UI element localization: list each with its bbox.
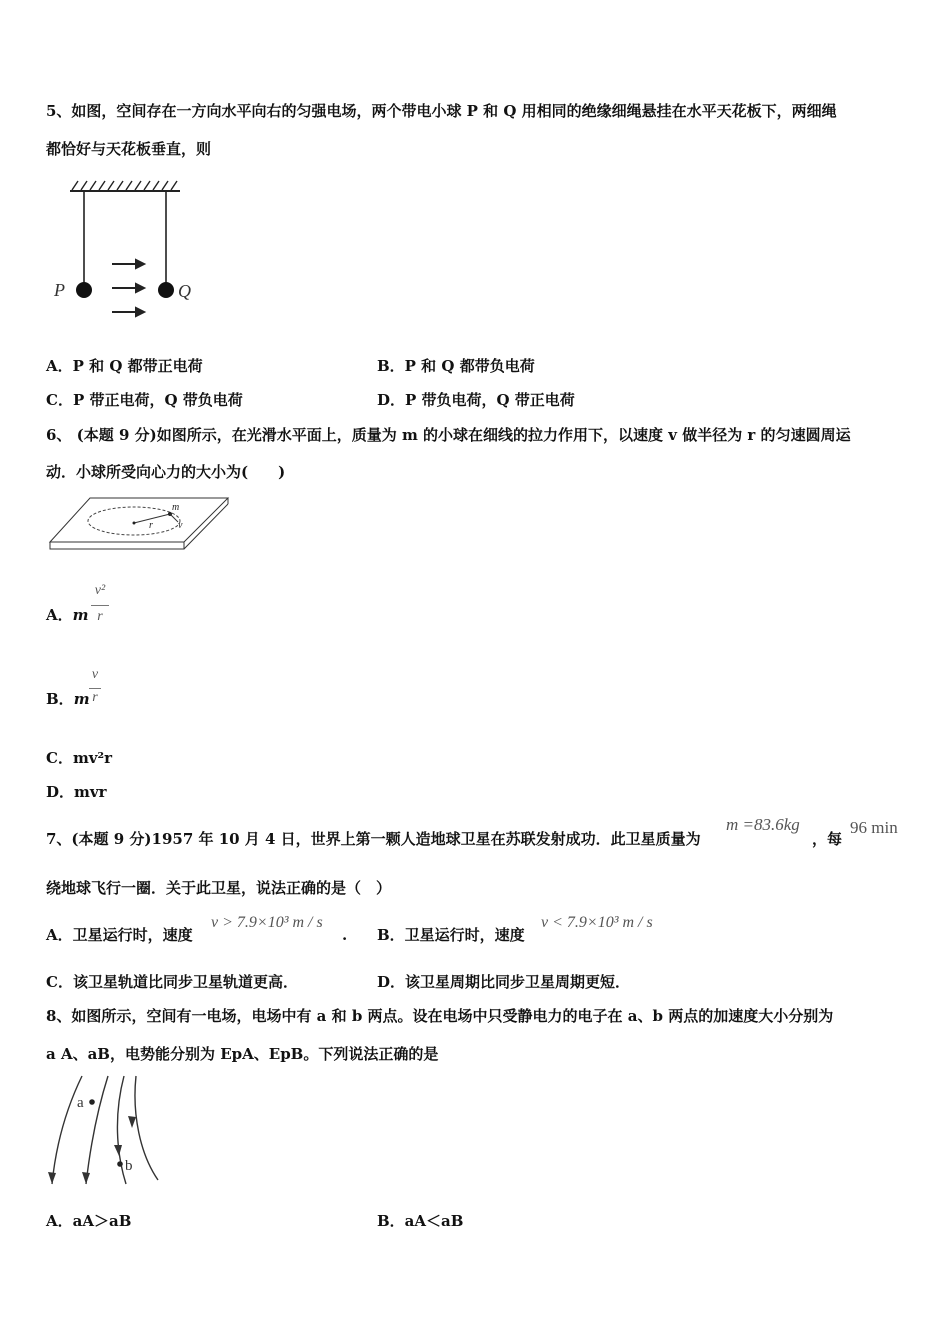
q6-option-c[interactable]: C．mv²r [46, 749, 112, 767]
q6-figure-circular-motion [46, 494, 231, 554]
q6-option-a-prefix: A． [46, 606, 73, 624]
q6-option-a-denominator: r [97, 609, 103, 624]
q5-figure-charged-balls [50, 178, 210, 328]
q7-stem-line2: 绕地球飞行一圈．关于此卫星，说法正确的是（ ） [46, 879, 392, 897]
q5-option-c[interactable]: C．P 带正电荷，Q 带负电荷 [46, 391, 243, 409]
q6-fig-label-m: m [172, 502, 180, 513]
q7-period-formula: 96 min [850, 818, 898, 837]
q5-fig-label-p: P [54, 280, 65, 300]
q8-fig-label-b: b [125, 1158, 133, 1174]
q6-option-b-numerator: v [91, 667, 99, 682]
q7-option-a-prefix: A．卫星运行时，速度 [46, 926, 193, 944]
q5-fig-label-q: Q [178, 281, 191, 301]
q5-option-b[interactable]: B．P 和 Q 都带负电荷 [377, 357, 535, 375]
q6-option-b-fraction-bar [89, 688, 101, 689]
q8-stem-line2: a A、aB，电势能分别为 EpA、EpB。下列说法正确的是 [46, 1045, 439, 1063]
q7-comma-each: ，每 [812, 830, 843, 848]
q8-option-b[interactable]: B．aA＜aB [377, 1212, 464, 1230]
q6-option-a-fraction-bar [91, 605, 109, 606]
q7-mass-formula: m =83.6kg [726, 815, 800, 834]
q7-option-b-prefix: B．卫星运行时，速度 [377, 926, 525, 944]
q5-stem-line1: 5、如图，空间存在一方向水平向右的匀强电场，两个带电小球 P 和 Q 用相同的绝缘细绳悬挂在水平天花板下，两细绳 [46, 102, 837, 120]
q7-stem-line1: 7、(本题 9 分)1957 年 10 月 4 日，世界上第一颗人造地球卫星在苏联发射成功．此卫星质量为 [46, 830, 701, 848]
q6-fig-label-r: r [149, 520, 153, 531]
q6-option-d[interactable]: D．mvr [46, 783, 107, 801]
q6-option-a-numerator: v² [94, 583, 106, 598]
q6-option-b-denominator: r [92, 690, 98, 705]
q8-figure-field-lines [44, 1074, 164, 1189]
q7-option-b-formula: v < 7.9×10³ m / s [541, 914, 653, 931]
q6-fig-label-v: v [178, 520, 183, 531]
q8-option-a[interactable]: A．aA＞aB [46, 1212, 132, 1230]
q8-stem-line1: 8、如图所示，空间有一电场，电场中有 a 和 b 两点。设在电场中只受静电力的电子在 a、b 两点的加速度大小分别为 [46, 1007, 834, 1025]
q6-option-b-m: m [73, 690, 90, 708]
q6-option-b-prefix: B． [46, 690, 74, 708]
q7-option-c[interactable]: C．该卫星轨道比同步卫星轨道更高． [46, 973, 298, 991]
q7-option-a[interactable] [46, 925, 193, 945]
q7-option-a-formula: v > 7.9×10³ m / s [211, 914, 323, 931]
q8-fig-label-a: a [77, 1095, 84, 1111]
q7-option-d[interactable]: D．该卫星周期比同步卫星周期更短． [377, 973, 631, 991]
q7-option-b[interactable] [377, 925, 525, 945]
q6-option-a[interactable] [46, 605, 89, 625]
q5-stem-line2: 都恰好与天花板垂直，则 [46, 140, 212, 158]
q6-stem-line1: 6、 (本题 9 分)如图所示，在光滑水平面上，质量为 m 的小球在细线的拉力作用下，以速度 v 做半径为 r 的匀速圆周运 [46, 426, 851, 444]
q7-option-a-dot: . [342, 926, 348, 944]
q6-stem-line2: 动．小球所受向心力的大小为( ) [46, 463, 286, 481]
q6-option-a-m: m [72, 606, 89, 624]
q5-option-d[interactable]: D．P 带负电荷，Q 带正电荷 [377, 391, 575, 409]
q5-option-a[interactable]: A．P 和 Q 都带正电荷 [46, 357, 203, 375]
